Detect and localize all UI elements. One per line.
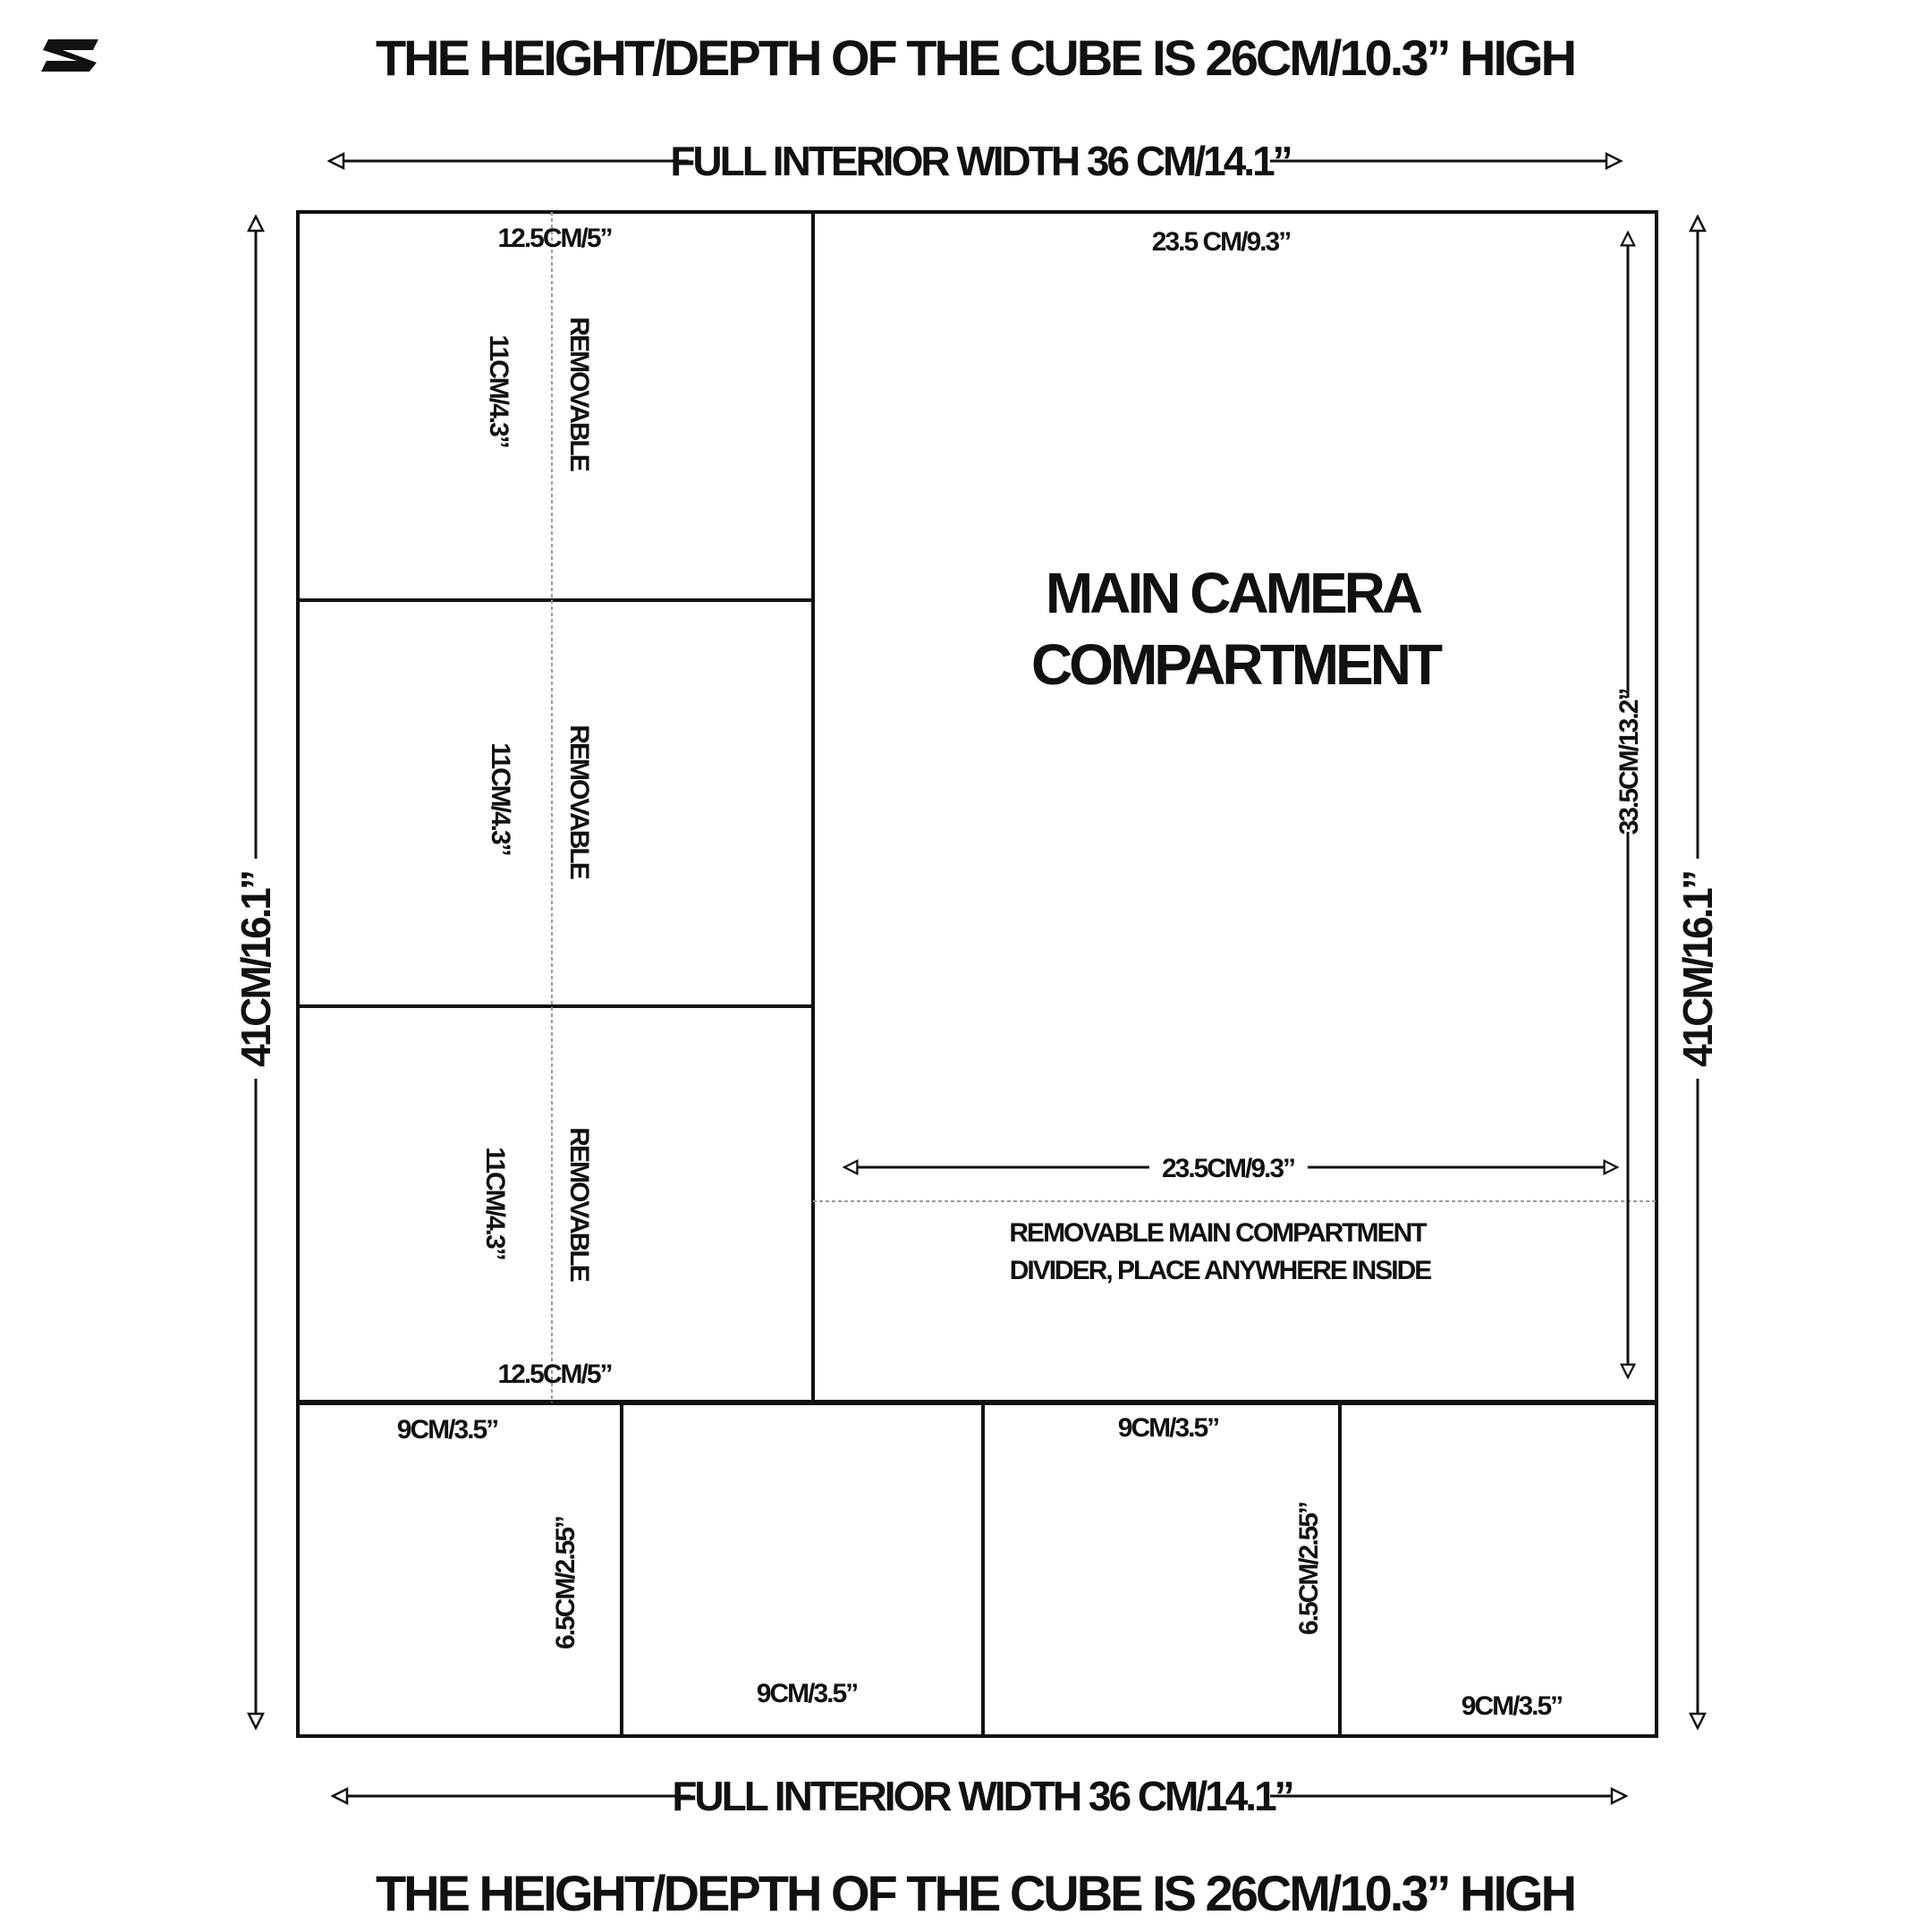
main-divider-line1: REMOVABLE MAIN COMPARTMENT — [1009, 1218, 1426, 1248]
pocket-2-height-label: 11CM/4.3” — [486, 742, 515, 855]
pocket-2-removable-label: REMOVABLE — [564, 724, 594, 878]
s-slash-logo-icon — [41, 39, 98, 72]
height-dimension-right — [1674, 216, 1721, 1728]
width-dimension-bottom — [333, 1773, 1626, 1819]
bottom-cell-4-width-label: 9CM/3.5” — [1461, 1691, 1563, 1721]
main-title-line1: MAIN CAMERA — [1045, 561, 1420, 625]
left-compartments — [480, 224, 612, 1389]
pocket-3-height-label: 11CM/4.3” — [480, 1147, 510, 1259]
bottom-cell-2-width-label: 9CM/3.5” — [756, 1679, 858, 1708]
bottom-cell-1-width-label: 9CM/3.5” — [396, 1415, 498, 1445]
width-dimension-top — [329, 138, 1621, 184]
pocket-3-removable-label: REMOVABLE — [564, 1127, 594, 1281]
left-top-width-label: 12.5CM/5” — [497, 224, 612, 253]
bottom-compartments — [397, 1413, 1562, 1721]
height-dimension-left — [233, 216, 279, 1728]
height-label-left: 41CM/16.1” — [233, 871, 279, 1068]
left-bottom-width-label: 12.5CM/5” — [497, 1360, 612, 1389]
width-label-top: FULL INTERIOR WIDTH 36 CM/14.1” — [670, 138, 1291, 184]
pocket-1-removable-label: REMOVABLE — [564, 317, 594, 470]
bottom-cell-3-height-label: 6.5CM/2.55” — [1294, 1502, 1324, 1636]
main-height-label: 33.5CM/13.2” — [1614, 689, 1644, 835]
main-divider-line2: DIVIDER, PLACE ANYWHERE INSIDE — [1009, 1256, 1431, 1285]
footer-text: THE HEIGHT/DEPTH OF THE CUBE IS 26CM/10.3” HIGH — [375, 1865, 1575, 1921]
bottom-cell-3-width-label: 9CM/3.5” — [1117, 1413, 1219, 1443]
pocket-1-height-label: 11CM/4.3” — [484, 335, 513, 447]
width-label-bottom: FULL INTERIOR WIDTH 36 CM/14.1” — [672, 1773, 1292, 1819]
header-text: THE HEIGHT/DEPTH OF THE CUBE IS 26CM/10.3” HIGH — [375, 30, 1575, 86]
main-compartment — [844, 227, 1644, 1377]
height-label-right: 41CM/16.1” — [1674, 871, 1721, 1068]
main-top-width-label: 23.5 CM/9.3” — [1151, 227, 1291, 257]
bottom-cell-1-height-label: 6.5CM/2.55” — [551, 1516, 580, 1650]
main-inner-width-label: 23.5CM/9.3” — [1161, 1154, 1295, 1183]
main-title-line2: COMPARTMENT — [1030, 632, 1440, 697]
